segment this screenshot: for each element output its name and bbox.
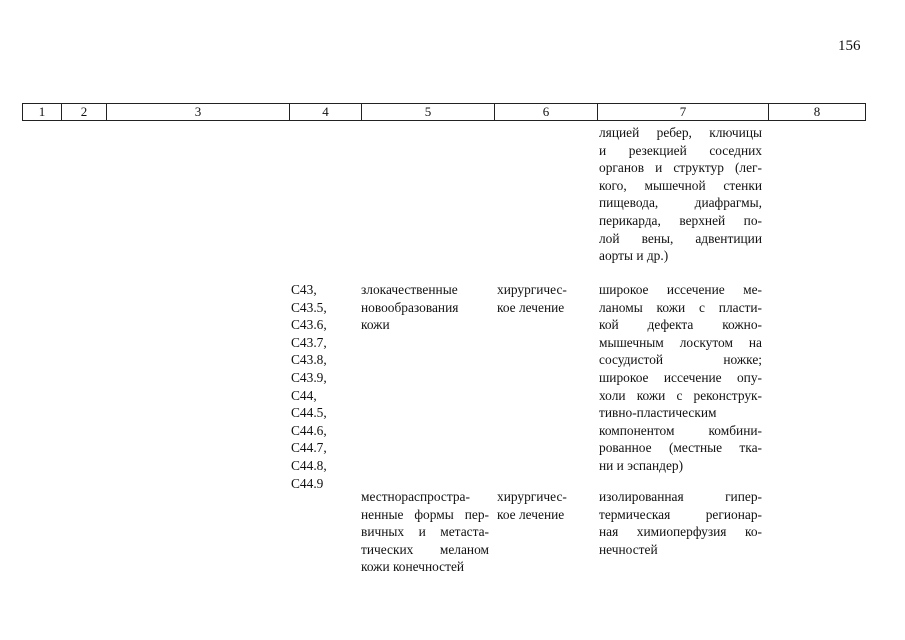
text-line: изолированная гипер- (599, 489, 762, 504)
text-line: хирургичес- (497, 282, 567, 297)
icd-code: C44.8, (291, 457, 327, 473)
text-line: кое лечение (497, 506, 565, 522)
column-number-4: 4 (290, 104, 362, 121)
text-line: сосудистой ножке; (599, 352, 762, 368)
text-line: хирургичес- (497, 489, 567, 504)
text-line: злокачественные (361, 282, 458, 297)
column-number-7: 7 (598, 104, 769, 121)
treatment-method-text (599, 281, 762, 475)
diagnosis-text (361, 488, 489, 576)
text-line: тических меланом (361, 541, 489, 557)
icd-code: C44.7, (291, 440, 327, 456)
icd-code: C44.6, (291, 422, 327, 438)
column-number-header (22, 103, 866, 121)
column-number-1: 1 (23, 104, 62, 121)
text-line: кожи (361, 317, 390, 333)
treatment-method-text (599, 488, 762, 558)
text-line: широкое иссечение опу- (599, 369, 762, 385)
text-line: перикарда, верхней по- (599, 212, 762, 228)
text-line: ланомы кожи с пласти- (599, 299, 762, 315)
text-line: кого, мышечной стенки (599, 177, 762, 193)
text-line: термическая регионар- (599, 506, 762, 522)
column-number-2: 2 (62, 104, 107, 121)
text-line: пищевода, диафрагмы, (599, 195, 762, 211)
page-number: 156 (838, 38, 861, 54)
text-line: новообразования (361, 299, 459, 315)
treatment-type-text (497, 488, 595, 523)
text-line: рованное (местные тка- (599, 440, 762, 456)
text-line: широкое иссечение ме- (599, 282, 762, 297)
treatment-type-text (497, 281, 595, 316)
column-number-3: 3 (107, 104, 290, 121)
icd-code: C43.7, (291, 334, 327, 350)
text-line: нечностей (599, 541, 658, 557)
text-line: ни и эспандер) (599, 457, 684, 473)
text-line: аорты и др.) (599, 248, 669, 264)
icd-code: C43.5, (291, 299, 327, 315)
text-line: ная химиоперфузия ко- (599, 524, 762, 540)
icd-code: C43.9, (291, 369, 327, 385)
icd-code-list (291, 281, 351, 492)
text-line: мышечным лоскутом на (599, 334, 762, 350)
column-number-5: 5 (362, 104, 495, 121)
text-line: компонентом комбини- (599, 422, 762, 438)
text-line: ляцией ребер, ключицы (599, 125, 762, 140)
icd-code: C44.9 (291, 475, 324, 491)
icd-code: C44, (291, 387, 317, 403)
text-line: вичных и метаста- (361, 524, 489, 540)
icd-code: C44.5, (291, 405, 327, 421)
icd-code: C43.6, (291, 317, 327, 333)
text-line: органов и структур (лег- (599, 160, 762, 176)
text-line: тивно-пластическим (599, 405, 717, 421)
text-line: кожи конечностей (361, 559, 465, 575)
diagnosis-text (361, 281, 489, 334)
icd-code: C43.8, (291, 352, 327, 368)
column-number-6: 6 (495, 104, 598, 121)
icd-code: C43, (291, 282, 317, 297)
column-number-8: 8 (769, 104, 866, 121)
continuation-method-text (599, 124, 762, 265)
text-line: холи кожи с реконструк- (599, 387, 762, 403)
text-line: ненные формы пер- (361, 506, 489, 522)
text-line: местнораспростра- (361, 489, 470, 504)
text-line: кой дефекта кожно- (599, 317, 762, 333)
text-line: и резекцией соседних (599, 142, 762, 158)
text-line: лой вены, адвентиции (599, 230, 762, 246)
text-line: кое лечение (497, 299, 565, 315)
